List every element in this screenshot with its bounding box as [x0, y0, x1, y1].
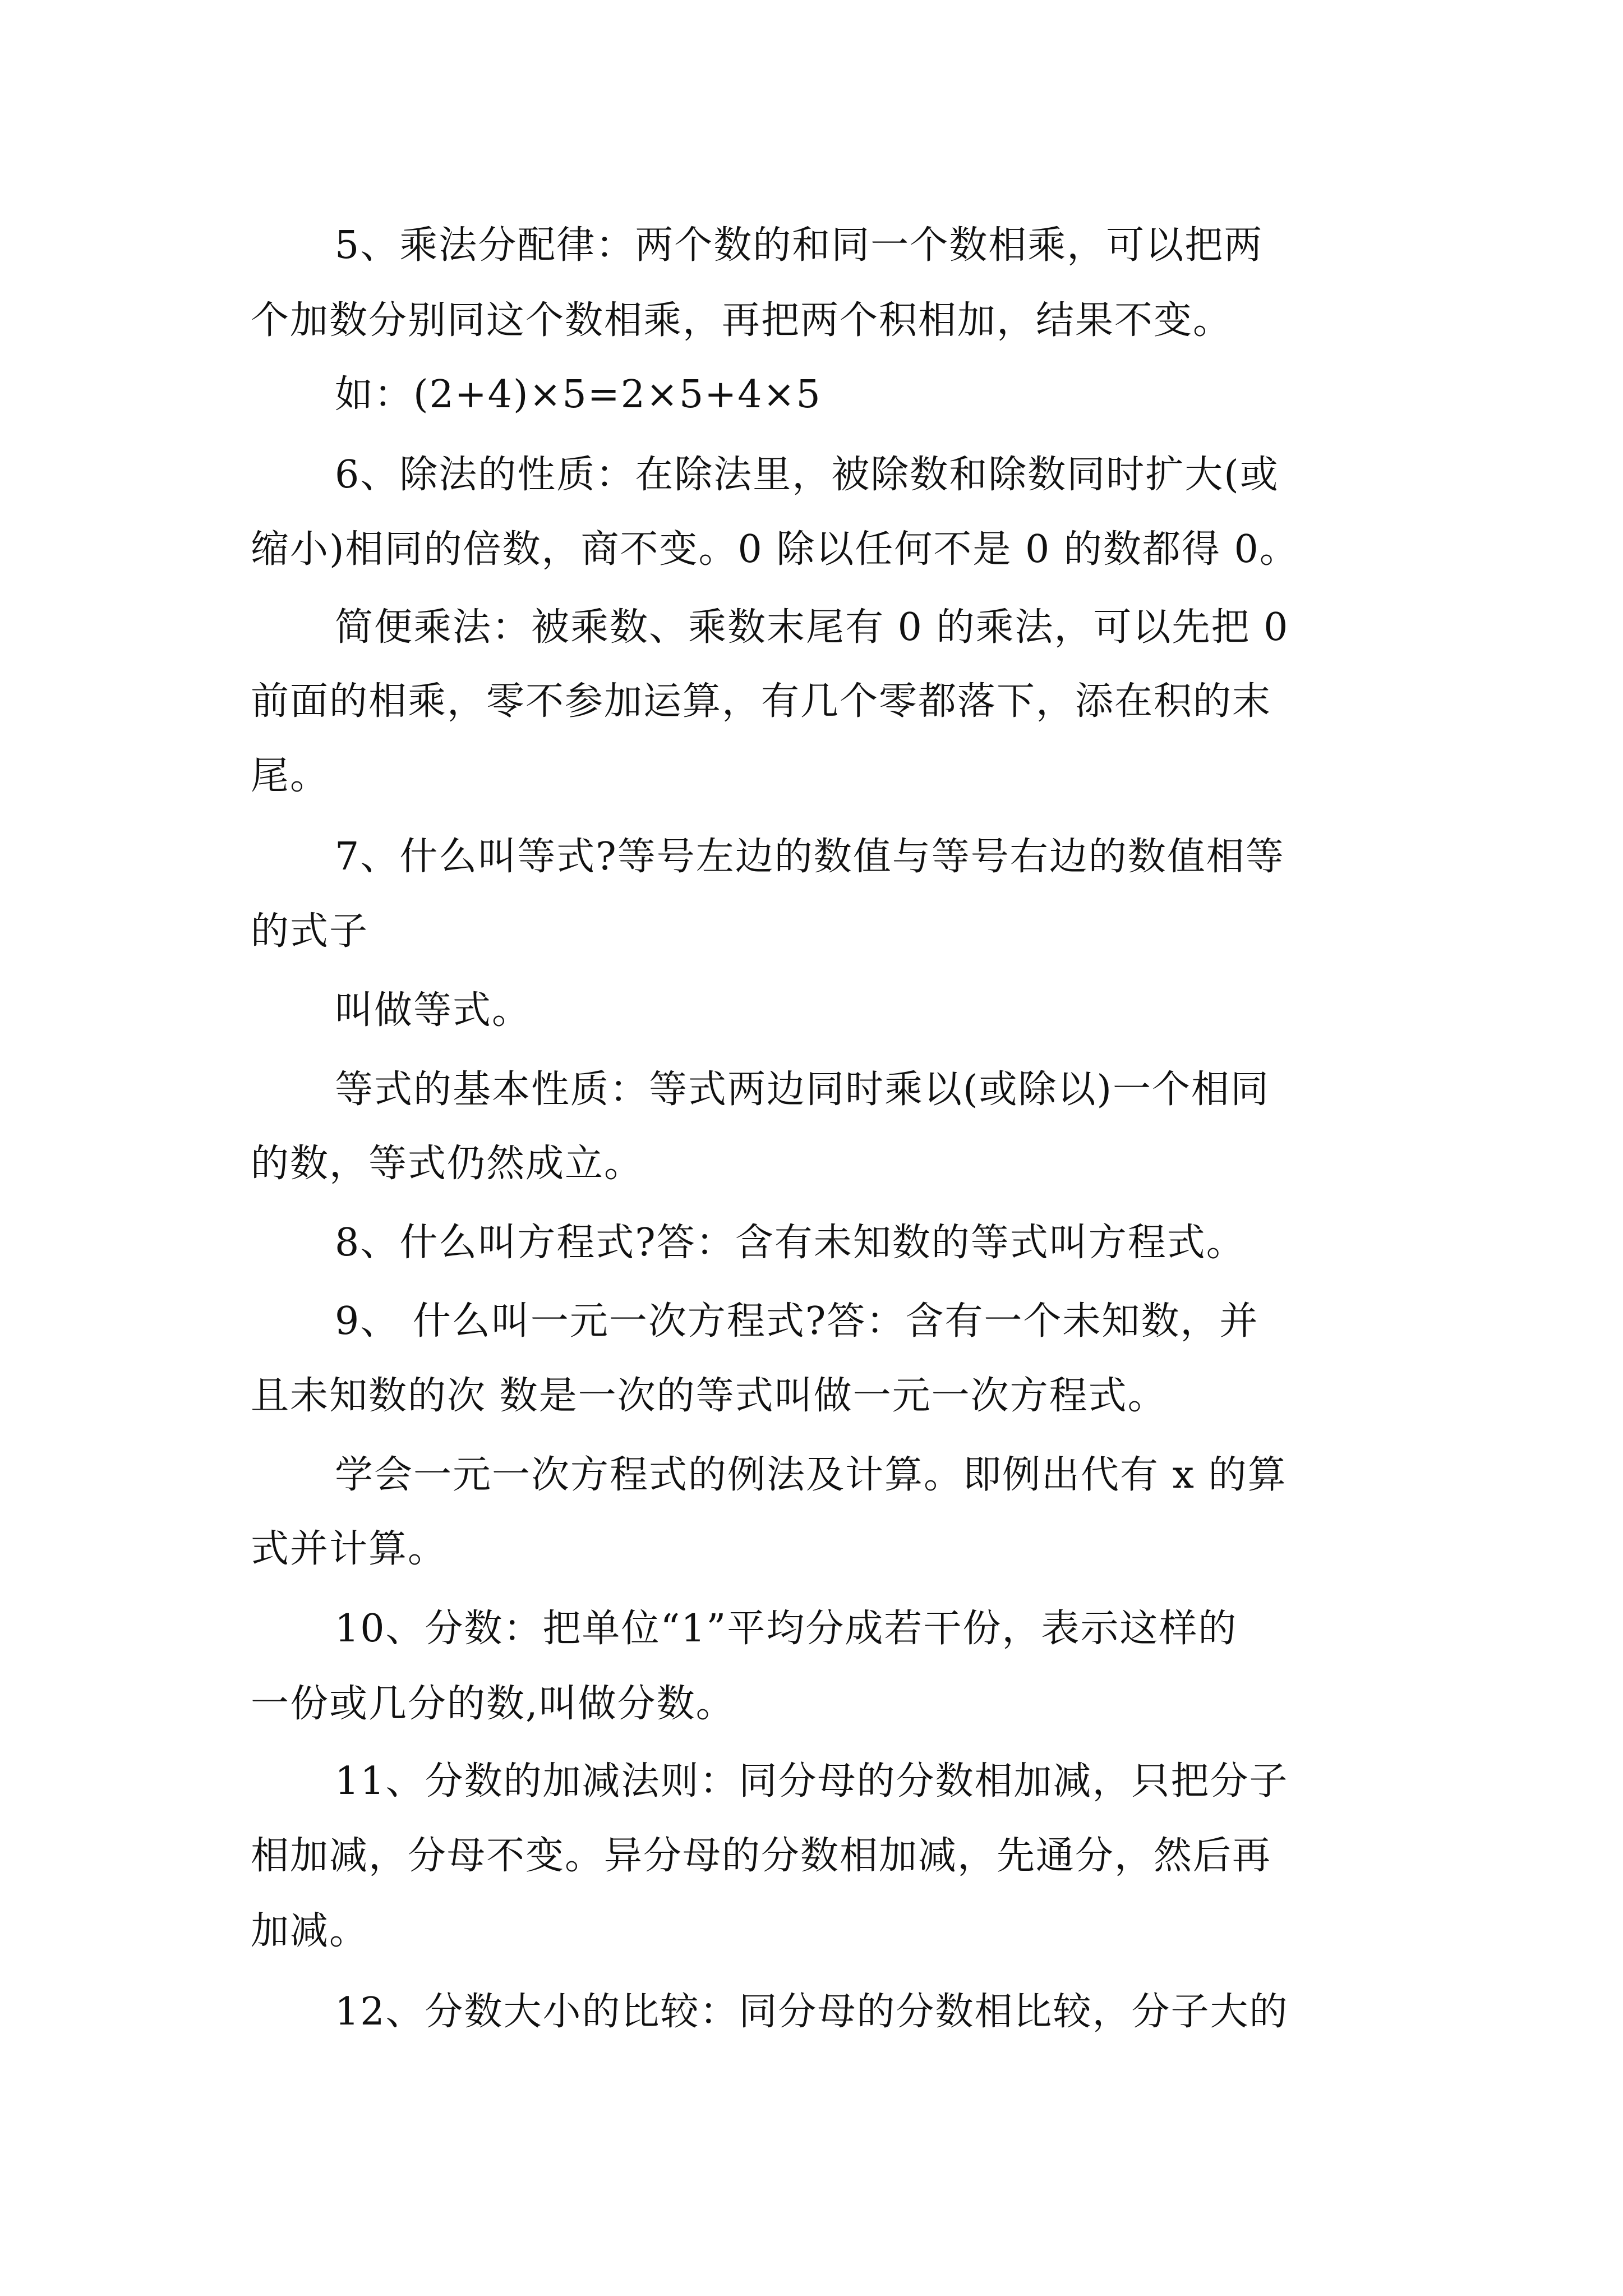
- text-line: 叫做等式。: [335, 988, 532, 1033]
- text-line: 相加减，分母不变。异分母的分数相加减，先通分，然后再: [251, 1834, 1272, 1878]
- text-line: 简便乘法：被乘数、乘数末尾有 0 的乘法，可以先把 0: [335, 605, 1289, 650]
- text-line: 6、除法的性质：在除法里，被除数和除数同时扩大(或: [335, 453, 1279, 497]
- text-line: 前面的相乘，零不参加运算，有几个零都落下，添在积的末: [251, 679, 1272, 724]
- text-line: 学会一元一次方程式的例法及计算。即例出代有 x 的算: [335, 1453, 1287, 1497]
- text-line: 式并计算。: [251, 1527, 448, 1571]
- text-line: 如：(2+4)×5=2×5+4×5: [335, 372, 822, 417]
- text-line: 加减。: [251, 1909, 369, 1953]
- text-line: 12、分数大小的比较：同分母的分数相比较，分子大的: [335, 1990, 1289, 2034]
- text-line: 的式子: [251, 909, 369, 954]
- text-line: 的数，等式仍然成立。: [251, 1142, 644, 1186]
- text-line: 8、什么叫方程式?答：含有未知数的等式叫方程式。: [335, 1221, 1246, 1265]
- text-line: 且未知数的次 数是一次的等式叫做一元一次方程式。: [251, 1374, 1167, 1418]
- text-line: 个加数分别同这个数相乘，再把两个积相加，结果不变。: [251, 298, 1233, 343]
- text-line: 10、分数：把单位“1”平均分成若干份，表示这样的: [335, 1607, 1238, 1651]
- text-line: 一份或几分的数,叫做分数。: [251, 1682, 735, 1726]
- text-line: 5、乘法分配律：两个数的和同一个数相乘，可以把两: [335, 223, 1264, 268]
- text-line: 缩小)相同的倍数，商不变。0 除以任何不是 0 的数都得 0。: [251, 527, 1299, 572]
- text-line: 11、分数的加减法则：同分母的分数相加减，只把分子: [335, 1759, 1289, 1803]
- text-line: 尾。: [251, 754, 330, 798]
- text-line: 7、什么叫等式?等号左边的数值与等号右边的数值相等: [335, 835, 1285, 879]
- text-line: 等式的基本性质：等式两边同时乘以(或除以)一个相同: [335, 1068, 1270, 1112]
- text-line: 9、 什么叫一元一次方程式?答：含有一个未知数，并: [335, 1299, 1259, 1343]
